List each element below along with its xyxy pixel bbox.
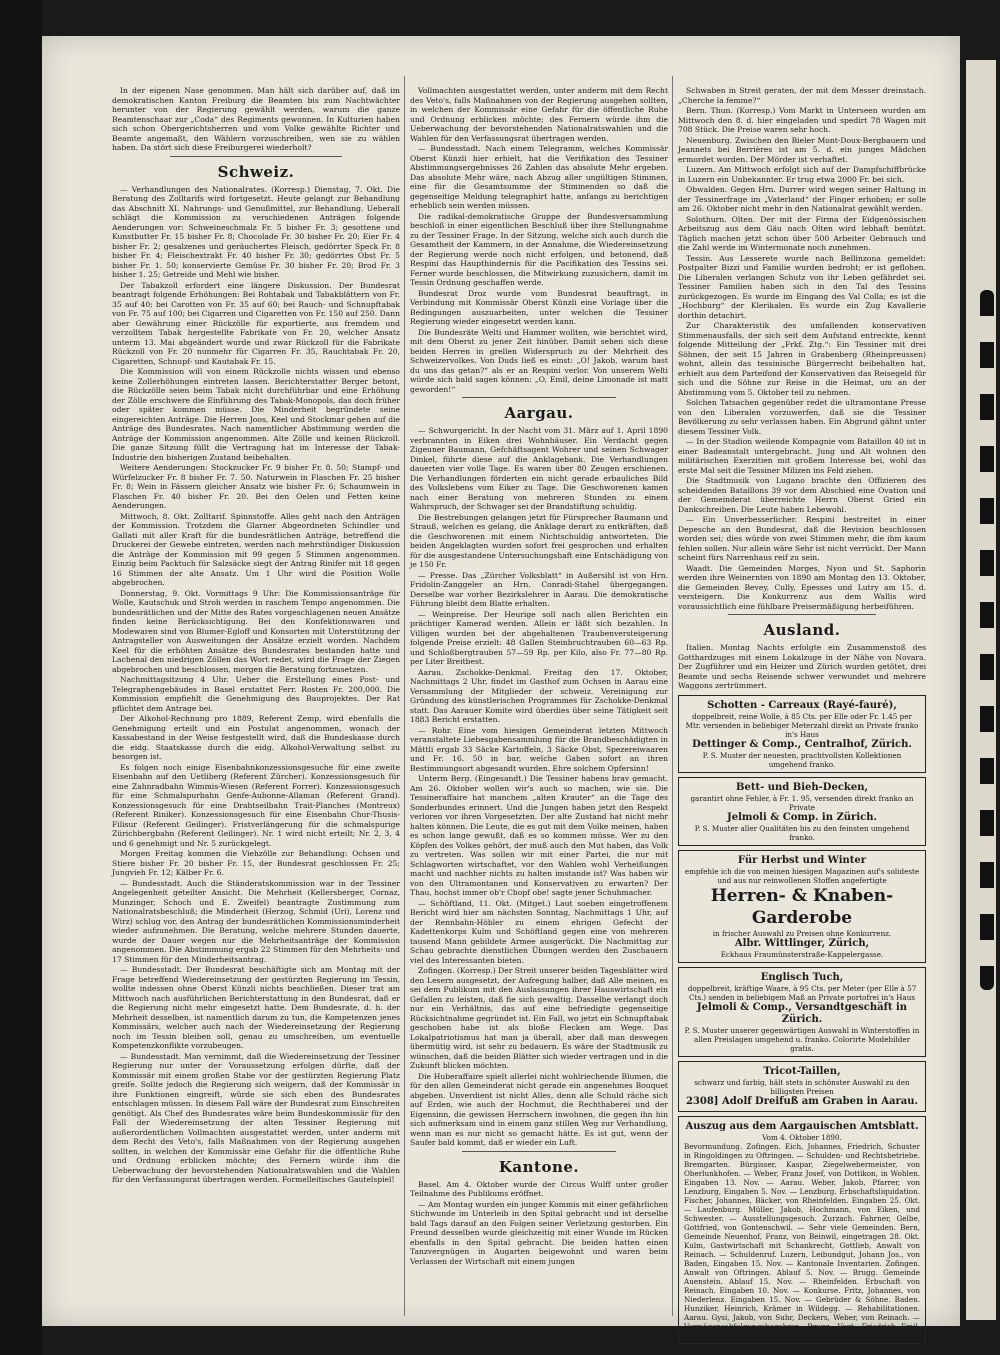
intro-paragraph: In der eigenen Nase genommen. Man hält sich darüber auf, daß im demokratischen Kanton Freiburg die Beamten bis zum Nachtwächter herunter von der Regierung gewählt werden, warum die ganze Beamtenschaar zur „Coda“ des Regiments gewonnen. In Kulturien haben sich schon Obergerichtsherren und vom Volke gewählte Richter und Beamte angemaßt, den Wählern vorzuschreiben, wen sie zu wählen haben. Da stört sich diese Freiburgerei wiederholt?	[112, 86, 400, 152]
ad-text: doppelbreit, kräftige Waare, à 95 Cts. per Meter (per Elle à 57 Cts.) senden in beliebigem Maß an Private portofrei in's Haus	[687, 983, 917, 1002]
ad-firm: Adolf Dreifuß am Graben in Aarau.	[722, 1095, 919, 1107]
article-paragraph: Neuenburg. Zwischen den Bieler Mont-Doux-Bergbauern und Jeannets bei Berrières ist am 5. d. ein junges Mädchen ermordet worden. Der Mörder ist verhaftet.	[678, 135, 926, 164]
divider	[462, 397, 617, 398]
advertisement-bettdecken	[678, 777, 926, 846]
ad-title: Englisch Tuch,	[760, 971, 844, 983]
section-heading-ausland: Ausland.	[763, 621, 841, 639]
article-paragraph: — Verhandlungen des Nationalrates. (Korresp.) Dienstag, 7. Okt. Die Beratung des Zolltarifs wird fortgesetzt. Heute gelangt zur Behandlung das Abschnitt XI. Nahrungs- und Genußmittel, zur Behandlung. Ueberall schlägt die Kommission zu verschiedenen Anträgen folgende Aenderungen vor: Schweineschmalz Fr. 5 bisher Fr. 3; gesottene und Kunstbutter Fr. 15 bisher Fr. 8; Chocolade Fr. 30 bisher Fr. 20; Eier Fr. 4 bisher Fr. 2; gesalzenes und geräuchertes Fleisch, gedörrter Speck Fr. 8 bisher Fr. 4; Fleischextrakt Fr. 40 bisher Fr. 30; gedörrtes Obst Fr. 5 bisher Fr. 1. 50; konservierte Gemüse Fr. 30 bisher Fr. 20; Brod Fr. 3 bisher 1. 25; Getreide und Mehl wie bisher.	[112, 184, 400, 279]
ad-text: empfehle ich die von meinen hiesigen Magazinen auf's solideste und aus nur reinwollenen Stoffen angefertigte	[684, 866, 920, 885]
article-paragraph: Aarau. Zschokke-Denkmal. Freitag den 17. Oktober, Nachmittags 2 Uhr, findet im Gasthof zum Ochsen in Aarau eine Versammlung der Mitglieder der schweiz. Vereinigung zur Gründung des künstlerischen Programmes für Zschokke-Denkmal statt. Das Aarauer Komite wird überdies über seine Tätigkeit seit 1883 Bericht erstatten.	[410, 667, 668, 724]
article-paragraph: Vollmachten ausgestattet werden, unter anderm mit dem Recht des Veto's, falls Maßnahmen von der Regierung ausgehen sollten, in welchen der Kommissär eine Gefahr für die öffentliche Ruhe und Ordnung erblicken möchte; des Fernern würde ihm die Ueberwachung der bevorstehenden Nationalratswahlen und die Wahlen für den Verfassungsrat übertragen werden.	[410, 86, 668, 143]
article-paragraph: Luzern. Am Mittwoch erfolgt sich auf der Dampfschiffbrücke in Luzern ein Unbekannter. Er trug etwa 2000 Fr. bei sich.	[678, 165, 926, 184]
advertisement-tricot-taillen	[678, 1061, 926, 1112]
ad-postscript: P. S. Muster der neuesten, prachtvollsten Kollektionen umgehend franko.	[702, 750, 902, 769]
ad-code: 2308]	[685, 1095, 719, 1107]
advertisement-garderobe	[678, 850, 926, 963]
gazette-title: Auszug aus dem Aargauischen Amtsblatt.	[685, 1120, 919, 1132]
column-3	[678, 86, 926, 1340]
column-rule	[404, 76, 405, 1316]
article-paragraph: Es folgen noch einige Eisenbahnkonzessionsgesuche für eine zweite Eisenbahn auf den Uetliberg (Referent Zürcher). Konzessionsgesuch für eine Zahnradbahn Wimmis-Wiesen (Referent Forrer). Konzessionsgesuch für eine Schmalspurbahn Genfe-Aubonne-Allaman (Referent Grand). Konzessionsgesuch für eine Drahtseilbahn Trait-Planches (Montreux) (Referent Riniker). Konzessionsgesuch für eine Eisenbahn Chur-Thusis-Filisur (Referent Geilinger). Fristverlängerung für die schmalspurige Zürichbergbahn (Referent Geilinger). Nr. 1 wird nicht erteilt; Nr. 2, 3, 4 und 6 genehmigt und Nr. 5 zurückgelegt.	[112, 762, 400, 848]
article-paragraph: Donnerstag, 9. Okt. Vormittags 9 Uhr: Die Kommissionsanträge für Wolle, Kautschuk und Stroh werden in raschem Tempo angenommen. Die bundesrätlichen und der Mitte des Rates vorgeschlagenen neuen Ansätze finden keine Berücksichtigung. Bei den Konfektionswaren und Modewaren sind von Blumer-Egloff und Konsorten mit Unterstützung der Antragsteller von Ausweitungen der Ansätze erzielt worden. Nachdem Keel für die erhöhten Ansätze des Bundesrates bestanden hatte und Lachenal den niedrigen Zöllen das Wort redet, wird die Frage der Ziegen abgebrochen und beschlossen, morgen die Beratung fortzusetzen.	[112, 588, 400, 674]
article-paragraph: Unterm Berg. (Eingesandt.) Die Tessiner habens brav gemacht. Am 26. Oktober wollen wir's auch so machen, wie sie. Die Tessineraffaire hat manchem „alten Krauter“ an die Tage des Sonderbundes erinnert. Und die Jungen haben jetzt den Respekt verloren vor ihren Vorgesetzten. Der alte Zustand hat nicht mehr halten können. Die Leute, die es gut mit dem Volke meinen, haben es schon lange gewußt, daß es so kommen müsse. Wer zu den Köpfen des Volkes gehört, der muß auch den Mut haben, das Volk zu vertreten. Was sollen wir mit einer Partei, die nur mit Schlagworten wirtschaftet, vor den Wahlen wohl Verheißungen macht und nachher nichts zu halten imstande ist? Was haben wir von den Ultramontanen und Konservativen zu erwarten? Der Thau, hochst immer ob'r Chopf obe! sagte jener Schuhmacher.	[410, 774, 668, 897]
official-gazette-excerpt	[678, 1116, 926, 1344]
article-paragraph: Zur Charakteristik des umfallenden konservativen Stimmenausfalls, der sich seit dem Aufstand entreckte, kennt folgende Mitteilung der „Frkf. Ztg.“: Ein Tessiner mit drei Söhnen, der seit 15 Jahren in Grabenberg (Rheinpreussen) wohnt, allein das tessinische Bürgerrecht beibehalten hat, erhielt aus dem Parteifond der Konservativen das Reisegeld für sich und die Söhne zur Reise in die Heimat, um an der Abstimmung vom 5. Oktober teil zu nehmen.	[678, 321, 926, 397]
article-paragraph: Der Tabakzoll erfordert eine längere Diskussion. Der Bundesrat beantragt folgende Erhöhungen: Bei Rohtabak und Tabakblättern von Fr. 35 auf 40; bei Carotten von Fr. 35 auf 60; bei Rauch- und Schnupftabak von Fr. 75 auf 100; bei Cigarren und Cigaretten von Fr. 150 auf 250. Dann aber Gewährung einer Rückzölle für exportierte, aus fremdem und verzolltem Tabak hergestellte Fabrikate von Fr. 20, welcher Ansatz unterm 13. Mai abgeändert wurde und zwar Rückzoll für die Fabrikate Rückzoll von Fr. 20 nunmehr für Cigarren Fr. 35, Rauchtabak Fr. 20, Cigaretten, Schnupf- und Kautabak Fr. 15.	[112, 280, 400, 366]
article-paragraph: — Presse. Das „Zürcher Volksblatt“ in Außersihl ist von Hrn. Fridolin-Zanggeler an Hrn. Conradi-Stahel übergegangen. Derselbe war vorher Bezirkslehrer in Aarau. Die demokratische Führung bleibt dem Blatte erhalten.	[410, 570, 668, 608]
newspaper-page	[42, 36, 960, 1340]
gazette-text: Bevormundung. Zofingen. Eich, Johannes, Friedrich, Schuster in Ringoldingen zu Oftringen. — Schulden- und Rechtsbetriebe. Bremgarten. Bürgisser, Kaspar, Ziegelwebermeister, von Oberlunkhofen. — Weber, Franz Josef, von Dottikon, in Wohlen. Eingaben 13. Nov. — Aarau. Weber, Jakob, Pfarrer, von Lenzburg, Eingaben 5. Nov. — Lenzburg. Erbschaftsliquidation. Fischer, Johannes, Bäcker, von Rheinfelden. Eingaben 25. Okt. — Laufenburg. Müller, Jakob, Hochmann, von Eiken, und Schwester. — Ausstellungsgesuch. Zurzach. Fahrner, Gelbe, Gottfried, von Gontenschwil. — Sehr viele Gemeinden. Bern, Gemeinde Neuenhof, Franz, von Beinwil, eingetragen 28. Okt. Kulm, Gastwirtschaft mit Schankrecht, Gottlieb, Anwalt von Reinach. — Schuldenruf. Luzern, Leibundgut, Johann Jos., von Baden, Eingaben 15. Nov. — Kantonale Inventarien. Zofingen. Anwalt von Oftringen. Ablauf 5. Nov. — Brugg. Gemeinde Auenstein. Ablauf 15. Nov. — Rheinfelden. Erbschaft von Reinach. Eingaben 10. Nov. — Konkurse. Fritz, Johannes, von Niederlenz. Eingaben 15. Nov. — Gebrüder & Söhne. Baden. Hunziker, Heinrich, Krämer in Wildegg. — Rehabilitationen. Aarau. Gysi, Jakob, von Suhr, Deckers, Weber, von Reinach. — Vermögensabfolgungsbegehren. Brugg. Vogt, Friedrich Emil, von Mandach, in Amerika. Einsprache 5. November.	[684, 1141, 920, 1340]
article-paragraph: Mittwoch, 8. Okt. Zolltarif. Spinnstoffe. Alles geht nach den Anträgen der Kommission. Trotzdem die Glarner Abgeordneten Schindler und Gallati mit aller Kraft für die bundesrätlichen Anträge, betreffend die Druckerei der Gewebe eintreten, werden nach mehrstündiger Diskussion die Anträge der Kommission mit 99 gegen 5 Stimmen angenommen. Einzig beim Packtuch für Salzsäcke siegt der Antrag Rinifer mit 18 gegen 16 Stimmen der alte Ansatz. Um 1 Uhr wird die Position Wolle abgebrochen.	[112, 511, 400, 587]
ad-firm: Albr. Wittlinger, Zürich,	[734, 937, 870, 949]
ad-firm: Dettinger & Comp., Centralhof, Zürich.	[692, 738, 912, 750]
ad-subtext: in frischer Auswahl zu Preisen ohne Konkurrenz.	[712, 928, 892, 938]
advertisement-schotten	[678, 695, 926, 773]
article-paragraph: — Bundesstadt. Auch die Ständeratskommission war in der Tessiner Angelegenheit geteilter Ansicht. Die Mehrheit (Kellersberger, Cornaz, Munzinger, Schoch und E. Zweifel) beantragte Zustimmung zum Nationalratsbeschluß; die Minderheit (Herzog, Schmid (Uri), Lorenz und Wirz) schlug vor, den Antrag der bundesrätlichen Kommissionsminderheit wieder aufzunehmen. Die Beratung, welche mehrere Stunden dauerte, wurde der Dauer wegen nur die Mehrheitsanträge der Kommission angenommen. Die Abstimmung ergab 22 Stimmen für den Mehrheits- und 17 Stimmen für den Minderheitsantrag.	[112, 878, 400, 964]
ad-firm: Jelmoli & Comp. in Zürich.	[727, 811, 877, 823]
article-paragraph: Basel. Am 4. Oktober wurde der Circus Wulff unter großer Teilnahme des Publikums eröffnet.	[410, 1179, 668, 1198]
article-paragraph: Obwalden. Gegen Hrn. Durrer wird wegen seiner Haltung in der Tessinerfrage im „Vaterland“ der Finger erhoben; er solle am 26. Oktober nicht mehr in den Nationalrat gewählt werden.	[678, 185, 926, 213]
column-rule	[672, 76, 673, 1316]
divider	[170, 156, 343, 157]
column-1	[112, 86, 400, 1316]
gazette-date: Vom 4. Oktober 1890.	[762, 1132, 842, 1142]
section-heading-kantone: Kantone.	[498, 1157, 580, 1176]
article-paragraph: Die Stadtmusik von Lugano brachte den Offizieren des scheidenden Bataillons 39 vor dem Abschied eine Ovation und der Gemeinderat überreichte Herrn Oberst Gried ein Dankschreiben. Die Leute haben Lebewohl.	[678, 476, 926, 514]
adjacent-page-border-ornament	[980, 290, 994, 990]
article-paragraph: — Bundesstadt. Der Bundesrat beschäftigte sich am Montag mit der Frage betreffend Wiedereinsetzung der gestürzten Regierung im Tessin, wollte indessen ohne Oberst Künzli nichts beschließen. Dieser trat am Mittwoch nach ausführlichen Berichterstattung in den Bundesrat, daß er die Regierung nicht mehr eingesetzt hatte. Dem Bundesrate, d. h. der Mehrheit desselben, ist namentlich darum zu tun, die Kompetenzen jenes Kommissärs, welcher auch nach der Wiedereinsetzung der Regierung noch im Tessin bleiben soll, genau zu umschreiben, um eventuelle Kompetenzkonflikte vorzubeugen.	[112, 965, 400, 1050]
article-paragraph: Der Alkohol-Rechnung pro 1889, Referent Zemp, wird ebenfalls die Genehmigung erteilt und ein Postulat angenommen, wonach der Kassabestand in der Weise festgestellt wird, daß die Bundeskasse durch die eidg. Staatskasse durch die eidg. Alkohol-Verwaltung selbst zu besorgen ist.	[112, 714, 400, 761]
section-heading-aargau: Aargau.	[504, 404, 574, 422]
ad-title: Schotten - Carreaux (Rayé-fauré),	[707, 699, 897, 711]
article-paragraph: Die Bundesräte Welti und Hammer wollten, wie berichtet wird, mit dem Oberst zu jener Zeit hinüber. Damit sehen sich diese beiden Herren in grellen Widerspruch zu der Mehrheit des Schweizervolkes. Von Duds ließ es einst: „O! Jakob, warum hast du uns das getan?“ als er an Respini verlor. Von unserem Welti würde sich bald sagen können: „O, Emil, deine Limonade ist matt geworden!“	[410, 327, 668, 394]
article-paragraph: Bern. Thun. (Korresp.) Vom Markt in Unterseen wurden am Mittwoch den 8. d. hier eingeladen und spedirt 78 Wagen mit 708 Stück. Die Preise waren sehr hoch.	[678, 106, 926, 134]
ad-title: Bett- und Bieh-Decken,	[736, 781, 868, 793]
article-paragraph: — In der Stadion weilende Kompagnie vom Bataillon 40 ist in einer Badeanstalt untergebracht. Jung und Alt wohnen den militärischen Exerzitien mit großem Interesse bei, wohl das erste Mal seit die Tessiner Milizen ins Feld ziehen.	[678, 437, 926, 475]
article-paragraph: Solothurn. Olten. Der mit der Firma der Eidgenössischen Arbeitszug aus dem Gäu nach Olten wird lebhaft benützt. Täglich machen jetzt schon über 500 Arbeiter Gebrauch und die Zahl werde im Wintermonate noch zunehmen.	[678, 214, 926, 252]
article-paragraph: Die Kommission will von einem Rückzolle nichts wissen und ebenso keine Zollerhöhungen eintreten lassen. Berichterstatter Berger betont, die Rückzölle seien beim Tabak nicht durchführbar und eine Erhöhung der Zölle erschwere die Einführung des Tabak-Monopols, das doch früher oder später kommen müsse. Die Minderheit begründete seine eingereichten Anträge. Die Herren Joos, Keel und Stockmar gehen auf die Anträge des Bundesrates. Nach namentlicher Abstimmung werden die Anträge der Kommission angenommen. Alte Zölle und keinen Rückzoll. Die ganze Sitzung füllt die Vertragung hat im Interesse der Tabak-Industrie den bisherigen Zustand beibehalten.	[112, 367, 400, 462]
article-paragraph: Bundesrat Droz wurde vom Bundesrat beauftragt, in Verbindung mit Kommissär Oberst Künzli eine Vorlage über die Bedingungen auszuarbeiten, unter welchen die Tessiner Regierung wieder eingesetzt werden kann.	[410, 288, 668, 326]
ad-headline: Herren- & Knaben-Garderobe	[710, 885, 894, 928]
ad-title: Tricot-Taillen,	[763, 1065, 841, 1077]
article-paragraph: — Rohr. Eine vom hiesigen Gemeinderat letzten Mittwoch veranstaltete Liebesgabensammlung für die Brandbeschädigten in Mättli ergab 33 Säcke Kartoffeln, 3 Säcke Obst, Spezereiwaaren und Fr. 16. 50 in bar, welche Gaben sofort an ihren Bestimmungsort abgesandt wurden. Ehre solchem Opfersinn!	[410, 725, 668, 773]
article-paragraph: Die Bestrebungen gelangen jetzt für Fürsprecher Baumann und Strauß, welchen es gelang, die Anklage derart zu entkräften, daß die Geschworenen mit einem Nichtschuldig antworteten. Die beiden Angeklagten wurden sofort frei gesprochen und erhalten für die ausgestandene Untersuchungshaft eine Entschädigung von je 150 Fr.	[410, 512, 668, 569]
section-heading-schweiz: Schweiz.	[217, 162, 295, 181]
article-paragraph: Tessin. Aus Lesserete wurde nach Bellinzona gemeldet: Postpalter Bizzi und Familie wurden bedroht; er ist geflohen. Die Liberalen verlangen Schutz von ihr Leben gefährdet sei. Tessiner Familien haben sich in den Tal des Tessins zurückgezogen. Es wurde im Eingang des Val Colla; es ist die „Hochburg“ der Klerikalen. Es wurde ein Zug Kavallerie dorthin detachirt.	[678, 253, 926, 320]
ad-title: Für Herbst und Winter	[737, 854, 867, 866]
article-paragraph: Schwaben in Streit geraten, der mit dem Messer dreinstach. „Cherche la femme?“	[678, 86, 926, 105]
article-paragraph: Weitere Aenderungen: Stockzucker Fr. 9 bisher Fr. 8. 50; Stampf- und Würfelzucker Fr. 8 bisher Fr. 7. 50. Naturwein in Flaschen Fr. 25 bisher Fr. 8; Wein in Fässern gleicher Ansatz wie bisher Fr. 6; Schaumwein in Flaschen Fr. 40 bisher Fr. 20. Bei den Oelen und Fetten keine Aenderungen.	[112, 463, 400, 510]
article-paragraph: — Bundesstadt. Nach einem Telegramm, welches Kommissär Oberst Künzli hier erhielt, hat die Verifikation des Tessiner Abstimmungsergebnisses 26 Zahlen das absolute Mehr ergeben. Das absolute Mehr wäre, nach Abzug aller ungültigen Stimmen, eine für die Gesamtsumme der Stimmenden so daß die gegenseitige Meldung telegraphirt hatte, anfangs zu berichtigen erheblich sein werden müssen.	[410, 144, 668, 210]
ad-firm: Jelmoli & Comp., Versandtgeschäft in Zürich.	[696, 1001, 908, 1025]
ad-address: Eckhaus Fraumünsterstraße-Kappelergasse.	[720, 949, 884, 959]
ad-text: doppelbreit, reine Wolle, à 85 Cts. per Elle oder Fr. 1.45 per Mtr. versenden in beliebiger Meterzahl direkt an Private franko in's Haus	[685, 711, 919, 739]
ad-text: schwarz und farbig, hält stets in schönster Auswahl zu den billigsten Preisen	[694, 1077, 910, 1096]
article-paragraph: — Schwurgericht. In der Nacht vom 31. März auf 1. April 1890 verbrannten in Eiken drei Wohnhäuser. Ein Verdacht gegen Zigeuner Baumann, Gefchäftsagent Wohrer und seinen Schwager Dinkel, führte diese auf die Anklagebank. Die Verhandlungen dauerten vier volle Tage. Es waren über 80 Zeugen erschienen. Die Verhandlungen förderten ein nicht gerade erbauliches Bild des Volkslebens vom Eiker zu Tage. Die Geschworenen kamen nach einer Beratung von mehreren Stunden zu einem Wahrspruch, der Schwager sei der Brandstiftung schuldig.	[410, 426, 668, 511]
article-paragraph: Nachmittagsitzung 4 Uhr. Ueber die Erstellung eines Post- und Telegraphengebäudes in Basel erstattet Ferr. Rosten Fr. 200,000. Die Kommission empfiehlt die Genehmigung des Bauprojektes. Der Rat pflichtet dem Antrage bei.	[112, 675, 400, 713]
article-paragraph: Waadt. Die Gemeinden Morges, Nyon und St. Saphorin werden ihre Weinernten von 1890 am Montag den 13. Oktober, die Gemeinden Bevey, Cully, Epesses und Lutry am 15. d. versteigern. Die Konkurrenz aus dem Wallis wird voraussichtlich eine fühlbare Preisermäßigung herbeiführen.	[678, 563, 926, 611]
ad-postscript: P. S. Muster unserer gegenwärtigen Auswahl in Winterstoffen in allen Preislagen umgehend u. franko. Colorirte Modebilder gratis.	[684, 1025, 920, 1053]
ad-text: garantirt ohne Fehler, à Fr. 1. 95, versenden direkt franko an Private	[690, 793, 914, 812]
article-paragraph: Solchen Tatsachen gegenüber redet die ultramontane Presse von den Liberalen vorzuwerfen, daß sie die Tessiner Bevölkerung zu sehr verlassen haben. Ein Abgrund gähnt unter diesem Tessiner Volk.	[678, 398, 926, 436]
article-paragraph: Die radikal-demokratische Gruppe der Bundesversammlung beschloß in einer eigentlichen Beschluß über ihre Stellungnahme zu der Tessiner Frage. In der Sitzung, welche sich auch durch die Gesamtheit der Kammern, in der Annahme, die Wiedereinsetzung der Regierung werde noch nicht erfolgen, und betonend, daß Respini das Haupthindernis für die Pacifikation des Tessins sei. Ferner wurde beschlossen, die Mitwirkung zuzusichern, damit im Tessin Ordnung geschaffen werde.	[410, 211, 668, 287]
article-paragraph: — Am Montag wurden ein junger Kommis mit einer gefährlichen Stichwunde im Unterleib in den Spital gebracht und ist derselbe bald Tags darauf an den Folgen seiner Verletzung gestorben. Ein Freund desselben wurde gleichzeitig mit einer Wunde im Rücken ebenfalls in den Spital gebracht. Die beiden hatten einen Tanzvergnügen in Augarten beigewohnt und waren beim Verlassen der Wirtschaft mit einem jungen	[410, 1199, 668, 1266]
advertisement-englisch-tuch	[678, 967, 926, 1057]
column-2	[410, 86, 668, 1316]
divider	[728, 614, 877, 615]
article-paragraph: Die Huberaffaire spielt allerlei nicht wohlriechende Blumen, die für den allen Gemeinderat nicht gerade ein angenehmes Bouquet abgeben. Unverdient ist nicht Alles, denn alle Schuld räche sich auf Erden, wie auch der Hochmut, die Rechthaberei und der Eigensinn, die gewissen Herrschern inwohnen, die gegen ihn hin sich aufmerksam sind in einem ganz stillen Weg zur Verhandlung, wenn man es nur nicht so gemacht hätte. Es ist gut, wenn der Saufer bald kommt, daß er wieder ein Luft.	[410, 1071, 668, 1147]
article-paragraph: — Bundesstadt. Man vernimmt, daß die Wiedereinsetzung der Tessiner Regierung nur unter der Voraussetzung erfolgen dürfte, daß der Kommissär mit einem großen Stabe vor der gestürzten Regierung Platz greife. Sollte jedoch die Regierung sich weigern, daß der Kommissär in ihre Funktionen eingreift, würde sie sich eben des Bundesrates entschlagen müssen. In diesem Fall wäre der Bundesrat zum Einschreiten genötigt. Als Chef des Bundesrates wäre beim Bundeskommissär für den Fall der Wiedereinsetzung der alten Tessiner Regierung mit außerordentlichen Vollmachten ausgestattet werden, unter anderm mit dem Recht des Veto's, falls Maßnahmen von der Regierung ausgehen sollten, in welchen der Kommissär eine Gefahr für die öffentliche Ruhe und Ordnung erblicken möchte; des Fernern würde ihm die Ueberwachung der bevorstehenden Nationalratswahlen und die Wahlen für den Verfassungsrat übertragen werden. Formelleitisches Gautelspiel!	[112, 1051, 400, 1184]
scan-left-margin	[0, 0, 42, 1355]
ad-postscript: P. S. Muster aller Qualitäten bis zu den feinsten umgehend franko.	[694, 823, 910, 842]
article-paragraph: — Schöftland, 11. Okt. (Mitget.) Laut soeben eingetroffenem Bericht wird hier am nächsten Sonntag, Nachmittags 1 Uhr, auf der Rennbahn-Höbler zu einem ehrigen Gefecht der Kadettenkorps Kulm und Schöftland gegen eine von mehreren tausend Mann gebildete Armee ausgerückt. Die Nachmittag zur Schau gebrachte dienstlichen Übungen werden den Zuschauern viel des Interessanten bieten.	[410, 898, 668, 965]
divider	[462, 1151, 617, 1152]
article-paragraph: Italien. Montag Nachts erfolgte ein Zusammenstoß des Gotthardzuges mit einem Lokalzuge in der Nähe von Novara. Der Zugführer und ein Heizer und Zürich wurden getötet, drei Beamte und sechs Reisende schwer verwundet und mehrere Waggons zertrümmert.	[678, 643, 926, 690]
article-paragraph: Morgen Freitag kommen die Viehzölle zur Behandlung: Ochsen und Stiere bisher Fr. 20 bisher Fr. 15, der Bundesrat geschlossen Fr. 25; Jungvieh Fr. 12; Kälber Fr. 6.	[112, 849, 400, 877]
article-paragraph: Zofingen. (Korresp.) Der Streit unserer beiden Tagesblätter wird den Lesern ausgesetzt, der Aufregung halber, daß Alle meinen, es sei dem Publikum mit den Auslassungen ihrer Hauswirtschaft ein Gefallen zu leisten, daß fie sich gewaltig. Dasselbe verlangt doch nur ein Verhältnis, das auf eine befriedigte gegenseitige Rücksichtnahme gegründet ist. Ein Fall, wo jetzt ein Schnupftabak geschoben habe ist als bloße Flecken am Wege. Das Lokalpatriotismus hat man ja überall, aber daß man deswegen übermütig wird, ist sehr zu bedauern. Es wäre der Stadtmusik zu wünschen, daß die beiden Blätter sich wieder vertragen und in die Zukunft blicken möchten.	[410, 966, 668, 1070]
article-paragraph: — Ein Unverbesserlicher. Respini bestreitet in einer Depesche an den Bundesrat, daß die Revision beschlossen worden sei; dies würde von zwei Stimmen mehr, die ihm kaum fehlen sollen. Nur allein wäre Sehr ist nicht verrückt. Der Mann scheint fürs Narrenhaus reif zu sein.	[678, 515, 926, 562]
article-paragraph: — Weinpreise. Der Heurige soll nach allen Berichten ein prächtiger Kamerad werden. Allein er läßt sich bezahlen. In Villigen wurden bei der abgehaltenen Traubenversteigerung folgende Preise erzielt: 48 Gallen Steinbruchtrauben 60—63 Rp. und Schloßbergtrauben 57—59 Rp. per Kilo, also Fr. 77—80 Rp. per Liter Breitbest.	[410, 609, 668, 666]
